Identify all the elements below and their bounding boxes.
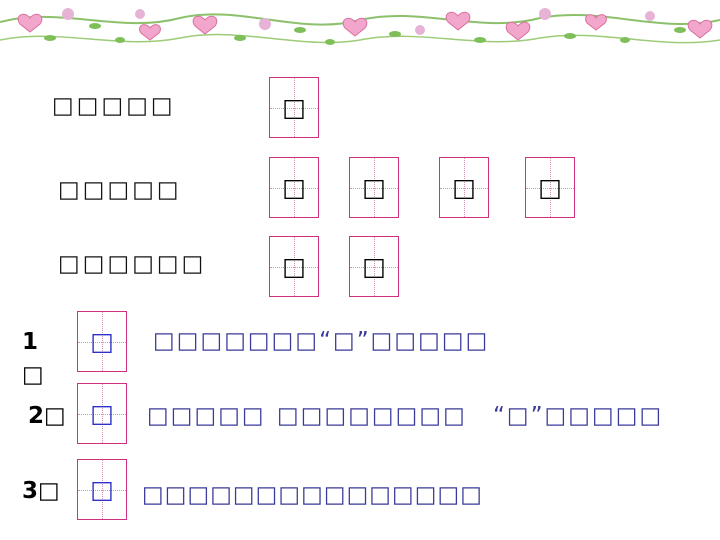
tianzige-cell xyxy=(349,157,399,218)
item-2-text-a: □□□□□ xyxy=(147,403,266,429)
cell-char: □ xyxy=(362,252,386,281)
row2-label: □□□□□ xyxy=(58,177,182,203)
cell-char: □ xyxy=(282,93,306,122)
tianzige-cell xyxy=(439,157,489,218)
item-1-text: □□□□□□□“□”□□□□□ xyxy=(153,328,490,354)
item-1-char: □ xyxy=(90,327,114,356)
item-2-char: □ xyxy=(90,399,114,428)
item-2-tianzige-cell xyxy=(77,383,127,444)
item-3-tianzige-cell xyxy=(77,459,127,520)
tianzige-cell xyxy=(525,157,575,218)
item-2-number: 2□ xyxy=(28,403,66,429)
item-2-text-c: “□”□□□□□ xyxy=(493,403,664,429)
tianzige-cell xyxy=(269,77,319,138)
cell-char: □ xyxy=(452,173,476,202)
tianzige-cell xyxy=(349,236,399,297)
tianzige-cell xyxy=(269,157,319,218)
tianzige-cell xyxy=(269,236,319,297)
row1-label: □□□□□ xyxy=(52,93,176,119)
item-3-number: 3□ xyxy=(22,478,60,504)
cell-char: □ xyxy=(538,173,562,202)
item-1-number: 1 xyxy=(22,329,39,355)
item-1-tianzige-cell xyxy=(77,311,127,372)
item-2-text-b: □□□□□□□□ xyxy=(277,403,467,429)
floral-garland-decoration xyxy=(0,0,720,56)
item-3-char: □ xyxy=(90,475,114,504)
cell-char: □ xyxy=(362,173,386,202)
item-1-number-suffix: □ xyxy=(22,362,44,388)
cell-char: □ xyxy=(282,173,306,202)
row3-label: □□□□□□ xyxy=(58,251,207,277)
cell-char: □ xyxy=(282,252,306,281)
item-3-text: □□□□□□□□□□□□□□□ xyxy=(142,482,483,508)
